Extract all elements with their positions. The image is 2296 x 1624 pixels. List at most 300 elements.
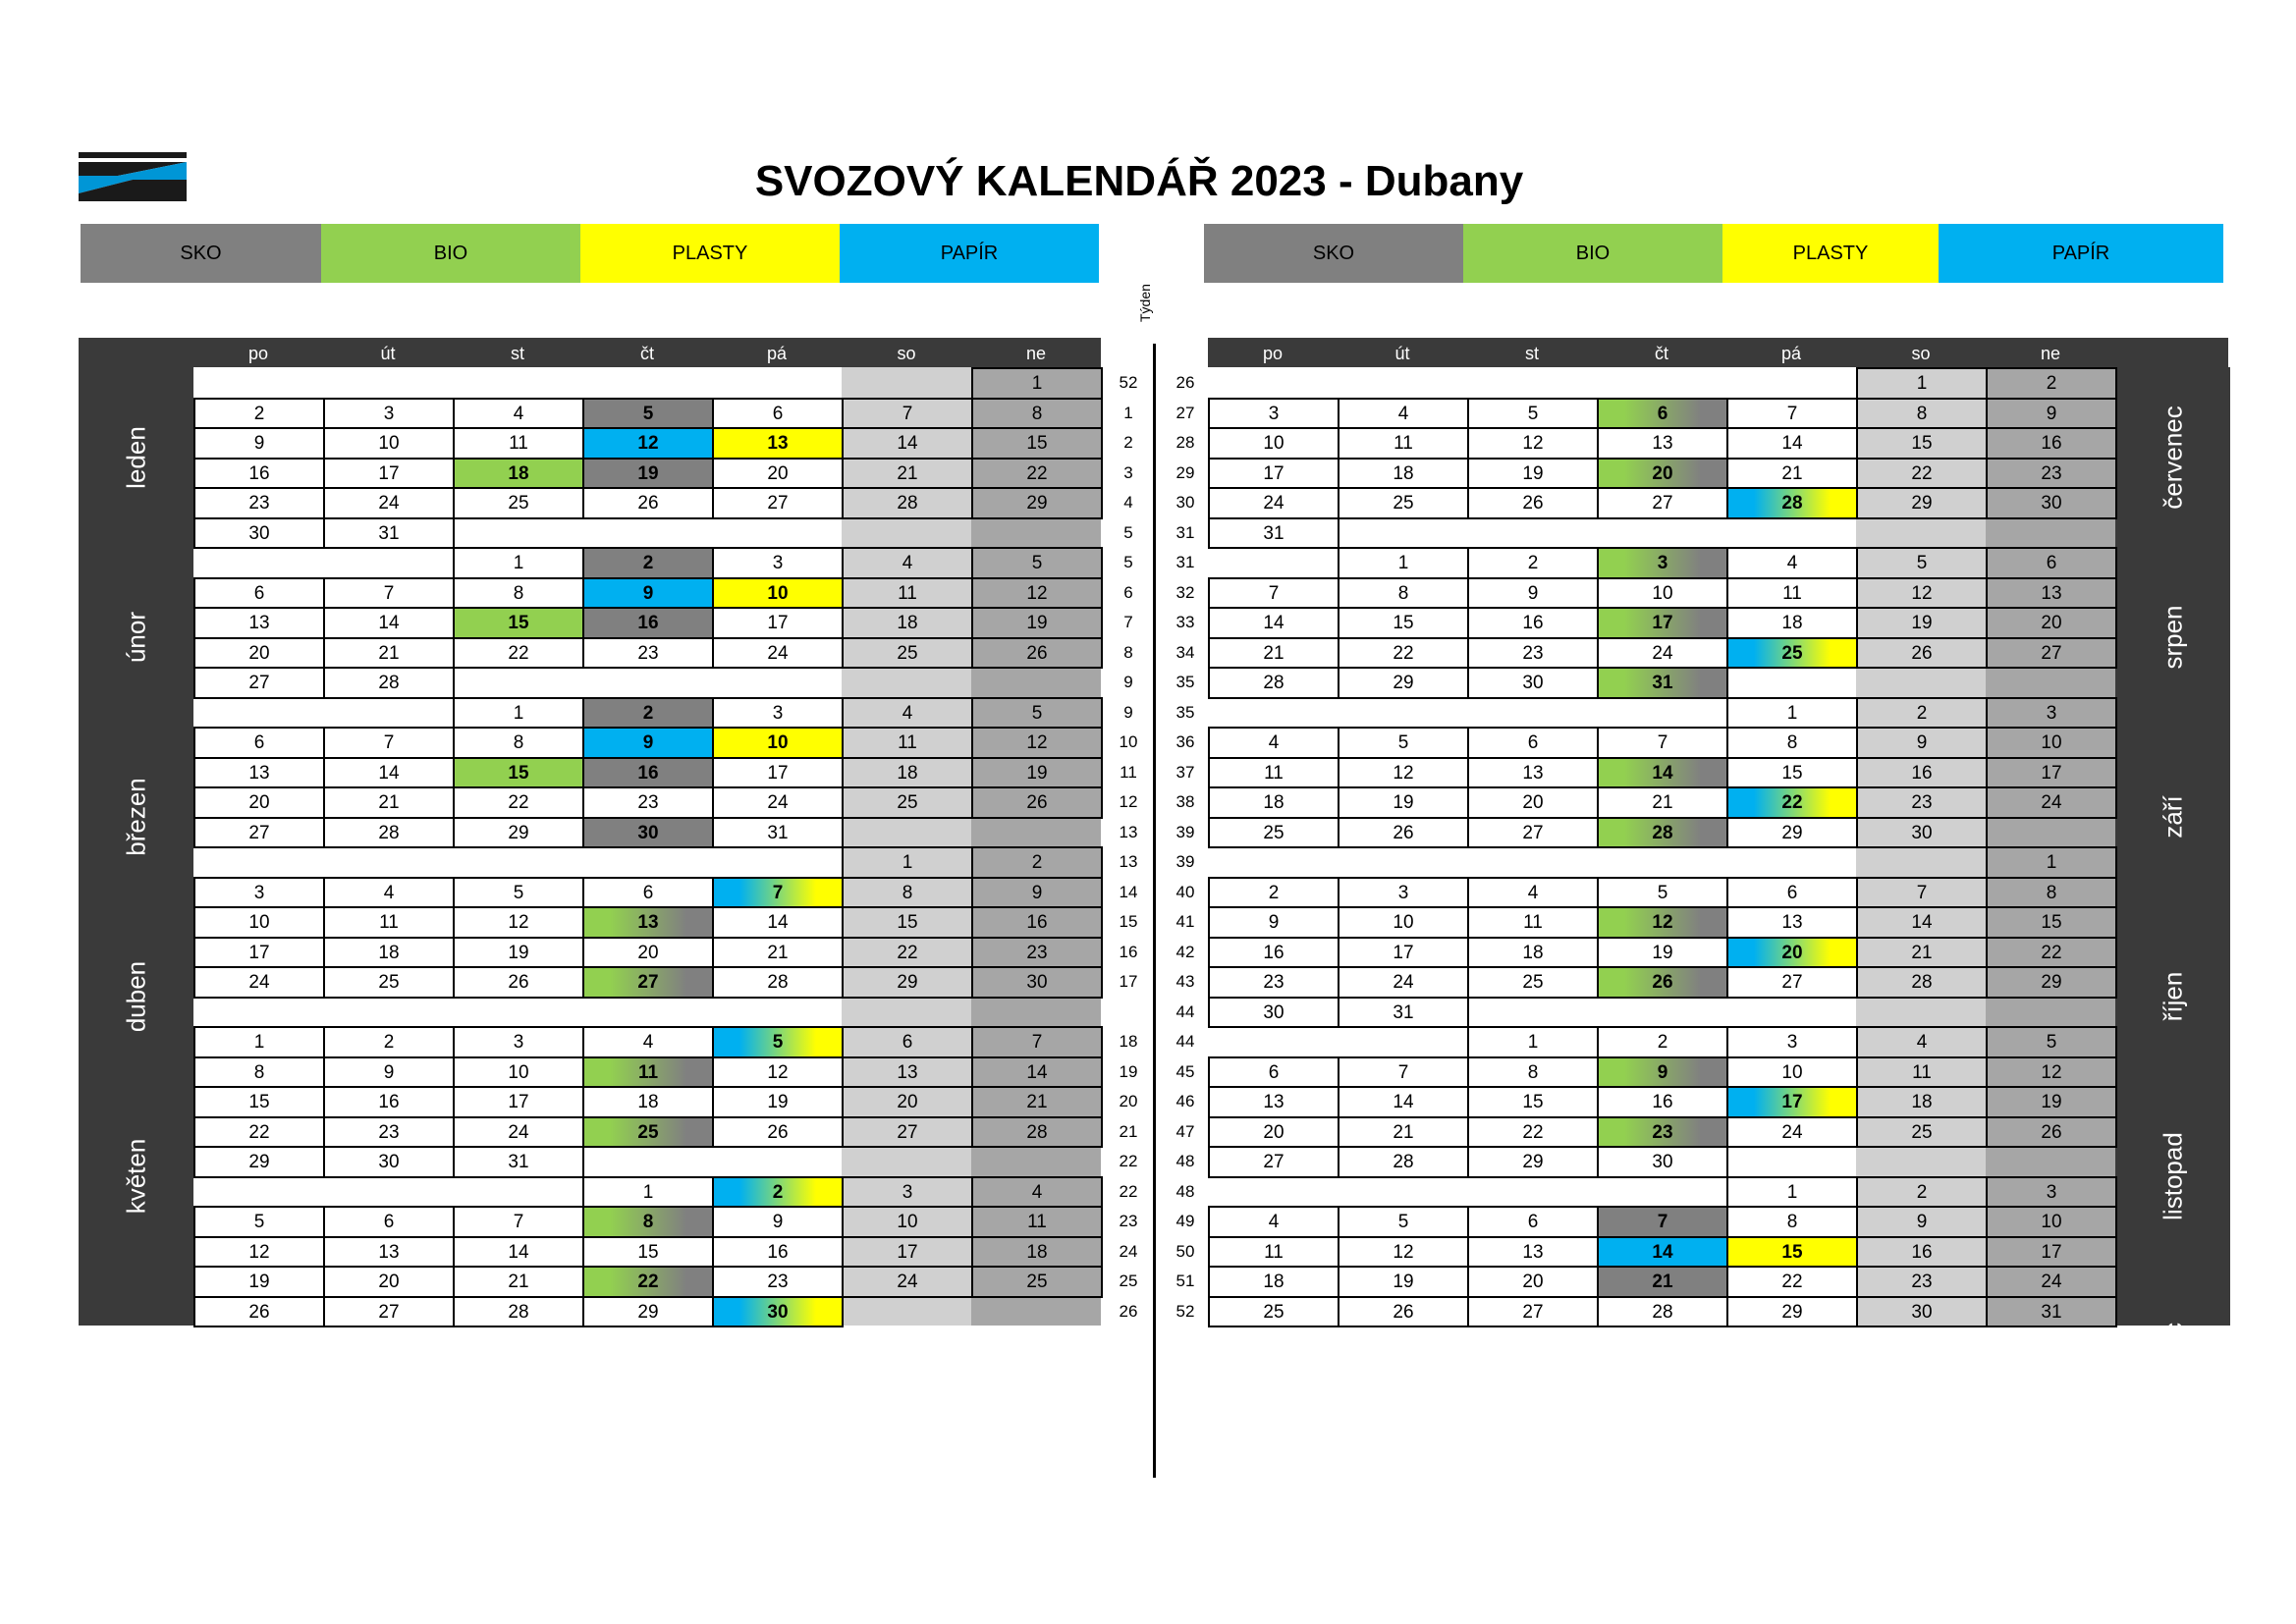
day-cell: 2 [582,547,714,579]
day-cell: 29 [1726,817,1858,849]
day-cell: 29 [1467,1146,1599,1178]
day-cell: 31 [1338,997,1469,1029]
day-cell: 2 [1856,1176,1988,1209]
day-cell: 28 [323,817,455,849]
week-number: 18 [1119,1032,1138,1051]
day-cell: 6 [1726,877,1858,909]
day-cell: 9 [1208,906,1339,939]
day-cell: 24 [323,487,455,519]
day-cell: 29 [453,817,584,849]
day-cell: 25 [1856,1116,1988,1149]
day-cell: 9 [1467,577,1599,610]
day-cell: 5 [1986,1026,2117,1058]
day-cell: 1 [1338,547,1469,579]
week-number: 25 [1119,1272,1138,1290]
day-cell: 20 [582,937,714,969]
legend-papír: PAPÍR [840,224,1099,283]
day-cell: 2 [971,846,1103,879]
week-number: 27 [1175,403,1195,422]
day-cell: 1 [842,846,973,879]
week-number: 15 [1119,912,1138,931]
day-cell: 11 [1338,427,1469,460]
day-cell: 6 [193,577,325,610]
week-number: 17 [1119,972,1138,991]
day-cell: 28 [971,1116,1103,1149]
legend-right [1204,224,2223,283]
day-cell: 12 [1338,1236,1469,1269]
day-cell: 14 [1726,427,1858,460]
legend-plasty: PLASTY [1722,224,1939,283]
day-cell: 19 [1338,1266,1469,1298]
day-cell: 6 [712,398,844,430]
day-cell: 5 [712,1026,844,1058]
day-cell: 22 [582,1266,714,1298]
week-number: 5 [1123,522,1133,542]
day-cell: 3 [842,1176,973,1209]
day-cell: 21 [712,937,844,969]
day-cell: 10 [323,427,455,460]
day-cell: 10 [712,727,844,759]
day-cell: 3 [1986,1176,2117,1209]
day-cell: 1 [1986,846,2117,879]
day-cell: 22 [453,786,584,819]
week-number: 50 [1175,1241,1195,1261]
day-cell: 22 [1467,1116,1599,1149]
day-cell: 22 [1726,1266,1858,1298]
weekday-po: po [247,344,269,363]
week-number: 39 [1175,852,1195,871]
day-cell: 18 [1338,458,1469,490]
week-number: 52 [1175,1301,1195,1321]
day-cell: 27 [1726,966,1858,999]
day-cell: 29 [1856,487,1988,519]
week-number: 11 [1120,762,1137,782]
day-cell: 31 [323,517,455,550]
week-number: 44 [1175,1001,1195,1021]
day-cell: 20 [193,786,325,819]
day-cell: 10 [1986,727,2117,759]
week-number: 13 [1119,822,1138,841]
day-cell: 17 [712,757,844,789]
day-cell: 8 [453,577,584,610]
day-cell: 28 [842,487,973,519]
day-cell: 22 [971,458,1103,490]
day-cell: 12 [1338,757,1469,789]
day-cell: 16 [1986,427,2117,460]
weekday-header [79,338,1101,367]
week-number: 3 [1123,462,1133,482]
week-number: 13 [1119,852,1138,871]
week-number: 49 [1175,1212,1195,1230]
week-number: 47 [1175,1121,1195,1141]
week-number: 36 [1175,732,1195,751]
month-label-srpen: srpen [2158,604,2187,670]
day-cell: 8 [971,398,1103,430]
day-cell: 23 [582,786,714,819]
day-cell: 26 [971,637,1103,670]
day-cell: 6 [1986,547,2117,579]
day-cell: 19 [1597,937,1728,969]
day-cell: 28 [1597,1296,1728,1328]
day-cell: 23 [1856,786,1988,819]
day-cell: 28 [453,1296,584,1328]
day-cell: 12 [971,577,1103,610]
day-cell: 17 [453,1086,584,1118]
day-cell: 8 [582,1206,714,1238]
week-number: 43 [1175,972,1195,991]
weekday-čt: čt [1654,344,1668,363]
day-cell: 1 [1467,1026,1599,1058]
day-cell: 17 [1986,1236,2117,1269]
day-cell: 5 [1856,547,1988,579]
week-number: 26 [1119,1301,1138,1321]
day-cell: 5 [1338,1206,1469,1238]
day-cell: 30 [1208,997,1339,1029]
day-cell: 16 [971,906,1103,939]
day-cell: 18 [582,1086,714,1118]
day-cell: 9 [712,1206,844,1238]
day-cell: 15 [1726,757,1858,789]
legend-papír: PAPÍR [1939,224,2223,283]
day-cell: 4 [453,398,584,430]
month-label-leden: leden [121,425,150,489]
day-cell: 31 [1986,1296,2117,1328]
day-cell: 3 [1597,547,1728,579]
weekday-st: st [510,344,524,363]
day-cell: 15 [453,757,584,789]
day-cell: 23 [1467,637,1599,670]
day-cell: 17 [712,607,844,639]
day-cell: 19 [712,1086,844,1118]
day-cell: 6 [1597,398,1728,430]
day-cell: 26 [1467,487,1599,519]
day-cell: 24 [1208,487,1339,519]
day-cell: 11 [1208,757,1339,789]
week-number: 52 [1119,373,1138,392]
day-cell: 13 [1986,577,2117,610]
month-label-září: září [2158,794,2187,839]
week-number: 44 [1175,1032,1195,1051]
day-cell: 21 [1338,1116,1469,1149]
day-cell: 8 [842,877,973,909]
day-cell: 10 [1597,577,1728,610]
page-title: SVOZOVÝ KALENDÁŘ 2023 - Dubany [754,157,1524,205]
day-cell: 25 [1338,487,1469,519]
day-cell: 24 [712,637,844,670]
day-cell: 15 [582,1236,714,1269]
day-cell: 14 [323,757,455,789]
day-cell: 21 [323,786,455,819]
day-cell: 21 [1726,458,1858,490]
day-cell: 21 [842,458,973,490]
day-cell: 4 [582,1026,714,1058]
day-cell: 24 [1597,637,1728,670]
day-cell: 4 [1467,877,1599,909]
day-cell: 10 [842,1206,973,1238]
day-cell: 9 [323,1056,455,1089]
day-cell: 17 [842,1236,973,1269]
day-cell: 24 [1986,786,2117,819]
day-cell: 17 [1338,937,1469,969]
week-number: 30 [1175,493,1195,512]
day-cell: 13 [712,427,844,460]
day-cell: 11 [323,906,455,939]
day-cell: 6 [323,1206,455,1238]
day-cell: 27 [1986,637,2117,670]
day-cell: 23 [323,1116,455,1149]
day-cell: 12 [453,906,584,939]
day-cell: 9 [582,727,714,759]
day-cell: 7 [1597,1206,1728,1238]
day-cell: 18 [1467,937,1599,969]
day-cell: 28 [1208,667,1339,699]
day-cell: 19 [971,607,1103,639]
day-cell: 12 [1856,577,1988,610]
day-cell: 1 [193,1026,325,1058]
week-number: 10 [1119,732,1138,751]
day-cell: 30 [1986,487,2117,519]
day-cell: 12 [1467,427,1599,460]
week-number: 23 [1119,1212,1138,1230]
month-label-prosinec: prosinec [2158,1322,2187,1419]
day-cell: 12 [971,727,1103,759]
day-cell: 10 [1986,1206,2117,1238]
day-cell: 31 [1208,517,1339,550]
day-cell: 13 [1597,427,1728,460]
day-cell: 15 [842,906,973,939]
weekday-pá: pá [1780,344,1802,363]
day-cell: 7 [712,877,844,909]
day-cell: 27 [1467,1296,1599,1328]
day-cell: 16 [582,757,714,789]
day-cell: 3 [712,697,844,730]
day-cell: 20 [1986,607,2117,639]
weekday-st: st [1524,344,1539,363]
day-cell: 31 [453,1146,584,1178]
day-cell: 12 [1597,906,1728,939]
month-label-červen: červen [121,1331,150,1409]
day-cell: 1 [1726,1176,1858,1209]
week-number: 16 [1119,942,1138,961]
day-cell: 20 [1467,1266,1599,1298]
day-cell: 23 [1208,966,1339,999]
day-cell: 19 [453,937,584,969]
day-cell: 2 [1597,1026,1728,1058]
day-cell: 8 [1986,877,2117,909]
week-number: 37 [1175,762,1195,782]
day-cell: 29 [582,1296,714,1328]
day-cell: 4 [1726,547,1858,579]
day-cell: 22 [842,937,973,969]
day-cell: 11 [842,577,973,610]
week-number: 42 [1175,942,1195,961]
week-number: 29 [1175,462,1195,482]
legend-sko: SKO [1204,224,1463,283]
week-number: 19 [1119,1061,1138,1081]
weekday-so: so [897,344,916,363]
day-cell: 24 [453,1116,584,1149]
day-cell: 14 [1597,1236,1728,1269]
day-cell: 14 [1338,1086,1469,1118]
day-cell: 6 [1467,1206,1599,1238]
day-cell: 22 [1856,458,1988,490]
week-column-label: Týden [1137,284,1153,322]
day-cell: 30 [582,817,714,849]
day-cell: 19 [1338,786,1469,819]
day-cell: 25 [1208,1296,1339,1328]
day-cell: 17 [1726,1086,1858,1118]
weekday-header [1208,338,2228,367]
week-number: 21 [1119,1121,1138,1141]
day-cell: 18 [1726,607,1858,639]
day-cell: 27 [193,667,325,699]
weekday-po: po [1262,344,1284,363]
day-cell: 15 [1986,906,2117,939]
day-cell: 30 [1597,1146,1728,1178]
week-number: 35 [1175,702,1195,722]
day-cell: 18 [842,757,973,789]
day-cell: 23 [971,937,1103,969]
day-cell: 1 [453,697,584,730]
day-cell: 12 [582,427,714,460]
day-cell: 27 [582,966,714,999]
day-cell: 27 [1208,1146,1339,1178]
legend-plasty: PLASTY [580,224,840,283]
day-cell: 24 [1986,1266,2117,1298]
day-cell: 26 [1338,817,1469,849]
week-number: 7 [1123,613,1133,631]
week-number: 6 [1123,582,1133,602]
week-number: 9 [1123,673,1133,691]
day-cell: 30 [193,517,325,550]
day-cell: 16 [1597,1086,1728,1118]
day-cell: 22 [1726,786,1858,819]
day-cell: 10 [1726,1056,1858,1089]
day-cell: 16 [582,607,714,639]
day-cell: 12 [712,1056,844,1089]
legend-sko: SKO [81,224,321,283]
day-cell: 15 [193,1086,325,1118]
week-number: 26 [1175,373,1195,392]
day-cell: 27 [1467,817,1599,849]
day-cell: 25 [1467,966,1599,999]
week-number: 24 [1119,1241,1138,1261]
day-cell: 10 [453,1056,584,1089]
day-cell: 13 [193,757,325,789]
day-cell: 11 [1726,577,1858,610]
day-cell: 23 [1856,1266,1988,1298]
day-cell: 29 [971,487,1103,519]
day-cell: 21 [323,637,455,670]
day-cell: 25 [842,637,973,670]
day-cell: 30 [1856,1296,1988,1328]
week-number: 45 [1175,1061,1195,1081]
day-cell: 15 [453,607,584,639]
day-cell: 26 [1338,1296,1469,1328]
day-cell: 26 [1986,1116,2117,1149]
day-cell: 25 [323,966,455,999]
day-cell: 15 [1467,1086,1599,1118]
day-cell: 17 [1208,458,1339,490]
day-cell: 6 [582,877,714,909]
day-cell: 27 [193,817,325,849]
week-number: 48 [1175,1152,1195,1170]
day-cell: 5 [582,398,714,430]
day-cell: 11 [971,1206,1103,1238]
day-cell: 21 [971,1086,1103,1118]
day-cell: 6 [193,727,325,759]
weekday-ne: ne [1025,344,1047,363]
legend-bio: BIO [1463,224,1722,283]
month-label-březen: březen [121,777,150,856]
week-number: 5 [1123,553,1133,571]
day-cell: 3 [1208,398,1339,430]
day-cell: 5 [1338,727,1469,759]
day-cell: 3 [1726,1026,1858,1058]
day-cell: 15 [1856,427,1988,460]
day-cell: 7 [1597,727,1728,759]
day-cell: 27 [842,1116,973,1149]
day-cell: 31 [712,817,844,849]
day-cell: 22 [1986,937,2117,969]
week-number: 33 [1175,613,1195,631]
day-cell: 9 [1986,398,2117,430]
day-cell: 24 [1338,966,1469,999]
week-number: 40 [1175,882,1195,901]
day-cell: 27 [1597,487,1728,519]
day-cell: 2 [712,1176,844,1209]
day-cell: 13 [1467,1236,1599,1269]
day-cell: 8 [1726,1206,1858,1238]
week-number: 14 [1119,882,1138,901]
day-cell: 20 [323,1266,455,1298]
day-cell: 7 [323,577,455,610]
day-cell: 18 [1856,1086,1988,1118]
week-number: 12 [1119,792,1138,811]
day-cell: 7 [1208,577,1339,610]
day-cell: 18 [1208,786,1339,819]
day-cell: 29 [193,1146,325,1178]
week-number: 22 [1119,1181,1138,1201]
day-cell: 7 [453,1206,584,1238]
day-cell: 5 [1597,877,1728,909]
day-cell: 8 [193,1056,325,1089]
day-cell: 31 [1597,667,1728,699]
day-cell: 26 [193,1296,325,1328]
day-cell: 7 [1856,877,1988,909]
week-number: 48 [1175,1181,1195,1201]
day-cell: 7 [1726,398,1858,430]
day-cell: 25 [971,1266,1103,1298]
day-cell: 21 [1856,937,1988,969]
day-cell: 16 [712,1236,844,1269]
day-cell: 13 [842,1056,973,1089]
day-cell: 19 [971,757,1103,789]
day-cell: 29 [842,966,973,999]
day-cell: 5 [453,877,584,909]
day-cell: 11 [842,727,973,759]
day-cell: 25 [842,786,973,819]
week-number: 31 [1175,553,1195,571]
week-number: 20 [1119,1092,1138,1110]
day-cell: 16 [1467,607,1599,639]
day-cell: 5 [193,1206,325,1238]
week-number: 22 [1119,1152,1138,1170]
day-cell: 14 [971,1056,1103,1089]
day-cell: 16 [1208,937,1339,969]
day-cell: 23 [193,487,325,519]
day-cell: 11 [1467,906,1599,939]
